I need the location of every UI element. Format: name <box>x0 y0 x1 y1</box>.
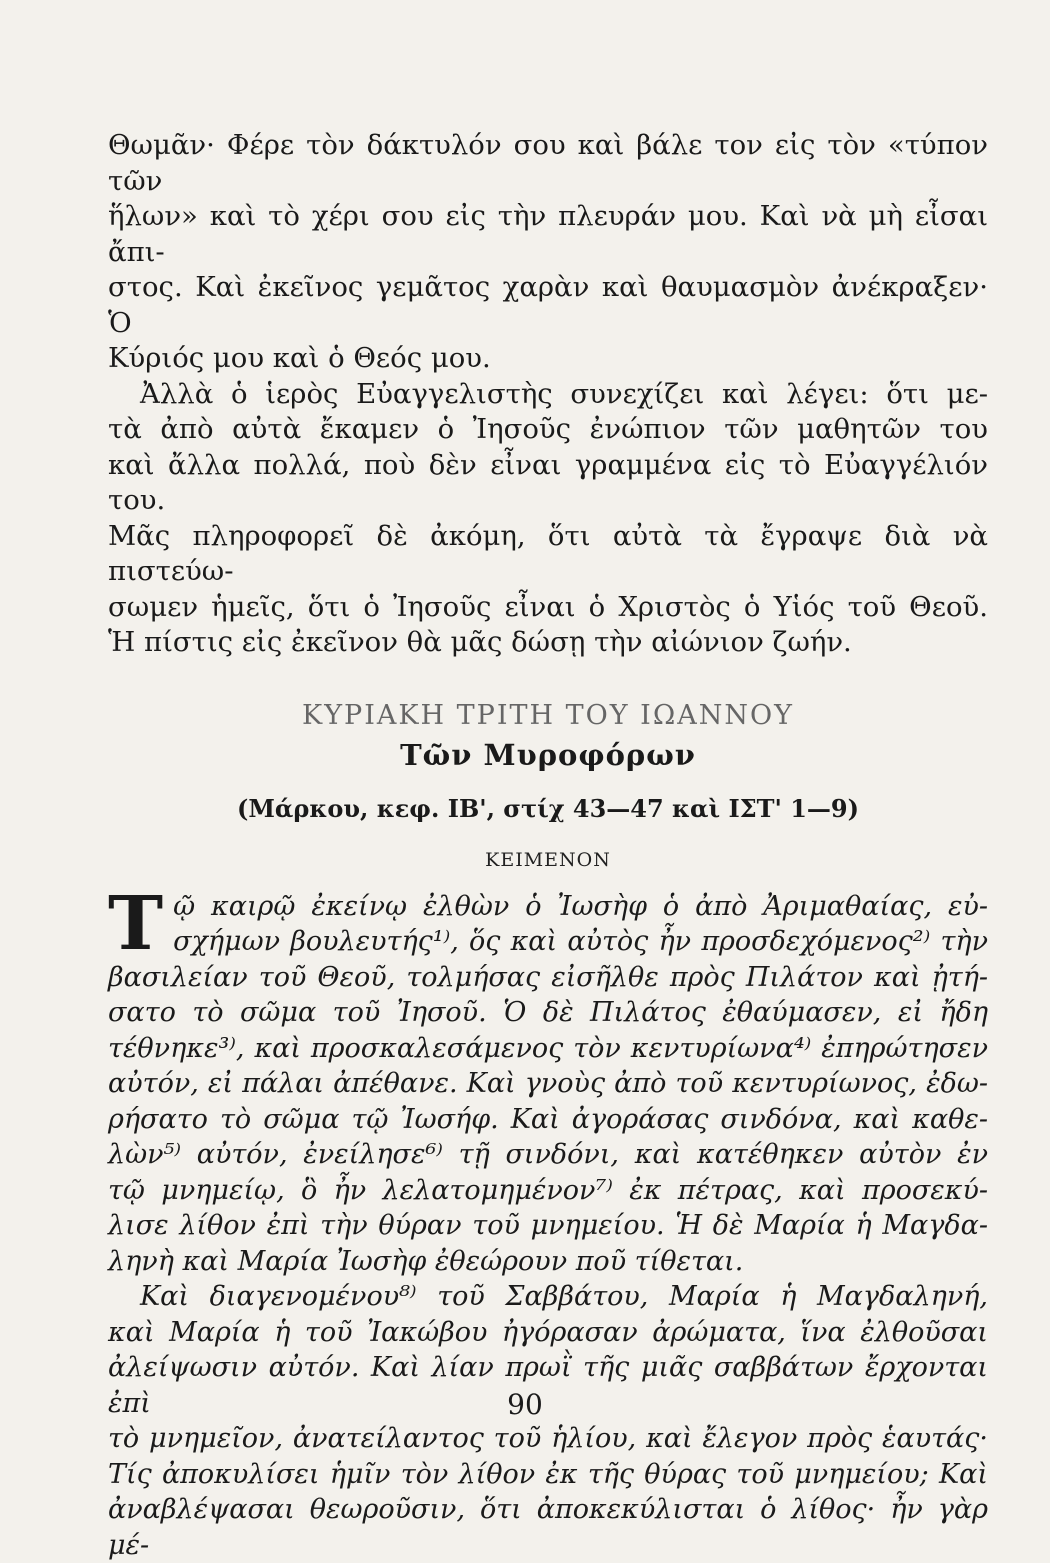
text-line: σωμεν ἡμεῖς, ὅτι ὁ Ἰησοῦς εἶναι ὁ Χριστὸς ὁ Υἱός τοῦ Θεοῦ. <box>108 590 988 623</box>
text-line: τὸ μνημεῖον, ἀνατείλαντος τοῦ ἡλίου, καὶ ἔλεγον πρὸς ἑαυτάς· <box>108 1423 988 1454</box>
section-heading-caps: ΚΥΡΙΑΚΗ ΤΡΙΤΗ ΤΟΥ ΙΩΑΝΝΟΥ <box>302 699 794 731</box>
text-line: ρήσατο τὸ σῶμα τῷ Ἰωσήφ. Καὶ ἀγοράσας σινδόνα, καὶ καθε- <box>108 1103 988 1135</box>
scripture-paragraph-2 <box>108 1279 988 1563</box>
text-line: ἀναβλέψασαι θεωροῦσιν, ὅτι ἀποκεκύλισται ὁ λίθος· ἦν γὰρ μέ- <box>108 1494 988 1561</box>
text-line: τὰ ἀπὸ αὐτὰ ἔκαμεν ὁ Ἰησοῦς ἐνώπιον τῶν μαθητῶν του <box>108 413 988 445</box>
section-title: Τῶν Μυροφόρων <box>400 737 696 772</box>
text-line: ἀλείψωσιν αὐτόν. Καὶ λίαν πρωῒ τῆς μιᾶς σαββάτων ἔρχονται ἐπὶ <box>108 1352 988 1419</box>
text-line: καὶ ἄλλα πολλά, ποὺ δὲν εἶναι γραμμένα εἰς τὸ Εὐαγγέλιόν του. <box>108 448 988 516</box>
text-line: Θωμᾶν· Φέρε τὸν δάκτυλόν σου καὶ βάλε τον εἰς τὸν «τύπον τῶν <box>108 129 988 197</box>
text-line: τῷ μνημείῳ, ὃ ἦν λελατομημένον⁷⁾ ἐκ πέτρας, καὶ προσεκύ- <box>108 1174 988 1206</box>
scripture-reference: (Μάρκου, κεφ. ΙΒ', στίχ 43—47 καὶ ΙΣΤ' 1—9) <box>237 793 859 823</box>
intro-paragraph-1 <box>108 128 988 377</box>
text-line: Ἡ πίστις εἰς ἐκεῖνον θὰ μᾶς δώσῃ τὴν αἰώνιον ζωήν. <box>108 626 852 658</box>
text-line: καὶ Μαρία ἡ τοῦ Ἰακώβου ἠγόρασαν ἀρώματα, ἵνα ἐλθοῦσαι <box>108 1316 988 1348</box>
page-body <box>108 128 988 1563</box>
text-line: Κύριός μου καὶ ὁ Θεός μου. <box>108 342 491 374</box>
text-line: Τίς ἀποκυλίσει ἡμῖν τὸν λίθον ἐκ τῆς θύρας τοῦ μνημείου; Καὶ <box>108 1458 988 1490</box>
text-line: Μᾶς πληροφορεῖ δὲ ἀκόμη, ὅτι αὐτὰ τὰ ἔγραψε διὰ νὰ πιστεύω- <box>108 519 988 587</box>
text-line: σατο τὸ σῶμα τοῦ Ἰησοῦ. Ὁ δὲ Πιλάτος ἐθαύμασεν, εἰ ἤδη <box>108 997 988 1028</box>
text-line: βασιλείαν τοῦ Θεοῦ, τολμήσας εἰσῆλθε πρὸς Πιλάτον καὶ ᾐτή- <box>108 961 988 993</box>
text-line: τέθνηκε³⁾, καὶ προσκαλεσάμενος τὸν κεντυρίωνα⁴⁾ ἐπηρώτησεν <box>108 1032 988 1064</box>
text-line: λὼν⁵⁾ αὐτόν, ἐνείλησε⁶⁾ τῇ σινδόνι, καὶ κατέθηκεν αὐτὸν ἐν <box>108 1139 988 1170</box>
text-line: σχήμων βουλευτής¹⁾, ὅς καὶ αὐτὸς ἦν προσδεχόμενος²⁾ τὴν <box>173 926 988 957</box>
intro-paragraph-2 <box>108 377 988 661</box>
text-line: αὐτόν, εἰ πάλαι ἀπέθανε. Καὶ γνοὺς ἀπὸ τοῦ κεντυρίωνος, ἐδω- <box>108 1068 988 1099</box>
text-line: Καὶ διαγενομένου⁸⁾ τοῦ Σαββάτου, Μαρία ἡ Μαγδαληνή, <box>140 1281 988 1312</box>
section-label: ΚΕΙΜΕΝΟΝ <box>485 848 611 871</box>
text-line: λισε λίθον ἐπὶ τὴν θύραν τοῦ μνημείου. Ἡ δὲ Μαρία ἡ Μαγδα- <box>108 1210 988 1241</box>
text-line: στος. Καὶ ἐκεῖνος γεμᾶτος χαρὰν καὶ θαυμασμὸν ἀνέκραξεν· Ὁ <box>108 271 988 339</box>
dropcap-letter: Τ <box>108 880 164 967</box>
text-line: Ἀλλὰ ὁ ἱερὸς Εὐαγγελιστὴς συνεχίζει καὶ λέγει: ὅτι με- <box>140 377 988 410</box>
page-number: 90 <box>507 1388 543 1421</box>
text-line: ῷ καιρῷ ἐκείνῳ ἐλθὼν ὁ Ἰωσὴφ ὁ ἀπὸ Ἀριμαθαίας, εὐ- <box>173 890 988 922</box>
text-line: ἥλων» καὶ τὸ χέρι σου εἰς τὴν πλευράν μου. Καὶ νὰ μὴ εἶσαι ἄπι- <box>108 200 988 268</box>
scripture-paragraph-1 <box>108 880 988 1280</box>
text-line: ληνὴ καὶ Μαρία Ἰωσὴφ ἐθεώρουν ποῦ τίθεται. <box>108 1245 744 1277</box>
